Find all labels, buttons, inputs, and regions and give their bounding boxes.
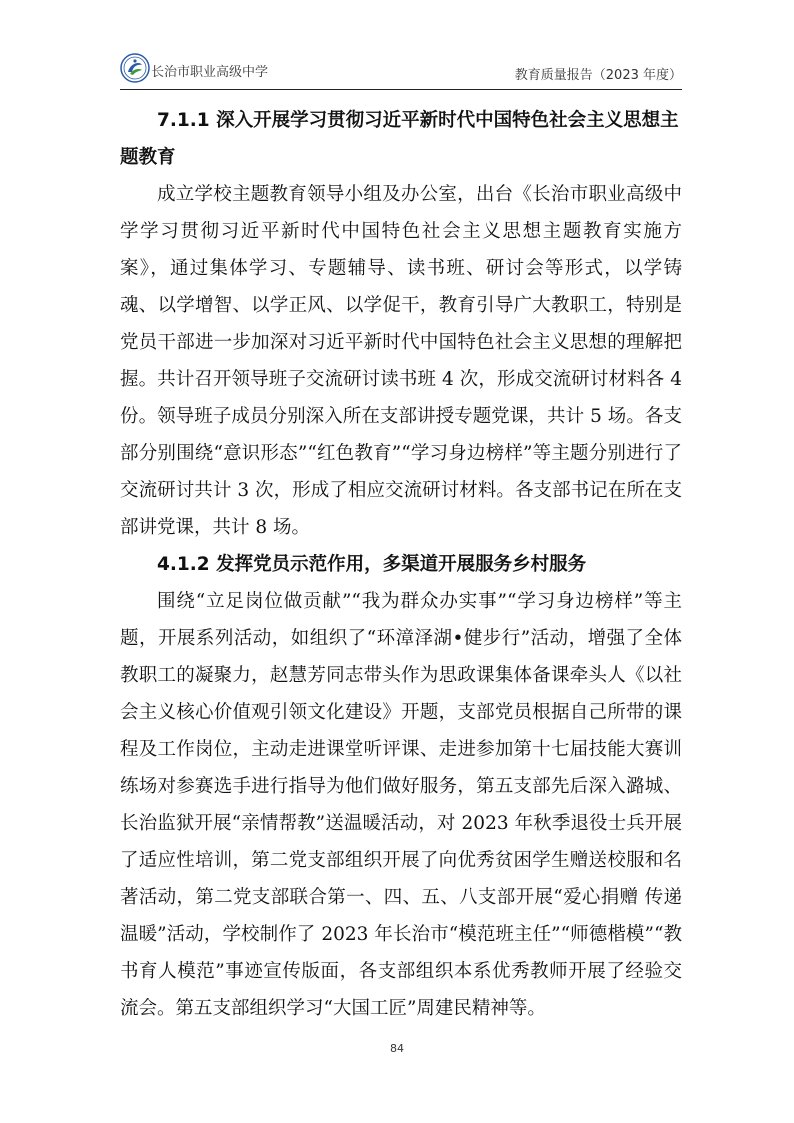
section-body-7-1-1: 成立学校主题教育领导小组及办公室，出台《长治市职业高级中学学习贯彻习近平新时代中国特色社会主义思想主题教育实施方案》，通过集体学习、专题辅导、读书班、研讨会等形式，以学铸魂、以学增智、以学正风、以学促干，教育引导广大教职工，特别是党员干部进一步加深对习近平新时代中国特色社会主义思想的理解把握。共计召开领导班子交流研讨读书班 4 次，形成交流研讨材料各 4 份。领导班子成员分别深入所在支部讲授专题党课，共计 5 场。各支部分别围绕“意识形态”“红色教育”“学习身边榜样”等主题分别进行了交流研讨共计 3 次，形成了相应交流研讨材料。各支部书记在所在支部讲党课，共计 8 场。 bbox=[120, 184, 682, 538]
school-emblem-icon bbox=[120, 53, 150, 83]
section-heading-7-1-1: 7.1.1 深入开展学习贯彻习近平新时代中国特色社会主义思想主题教育 bbox=[120, 110, 679, 168]
section-heading-4-1-2: 4.1.2 发挥党员示范作用，多渠道开展服务乡村服务 bbox=[157, 554, 587, 575]
main-content bbox=[120, 102, 682, 1027]
page-number: 84 bbox=[390, 1042, 404, 1055]
school-name: 长治市职业高级中学 bbox=[151, 65, 269, 80]
report-title: 教育质量报告（2023 年度） bbox=[514, 68, 682, 83]
section-body-4-1-2: 围绕“立足岗位做贡献”“我为群众办实事”“学习身边榜样”等主题，开展系列活动，如组织了“环漳泽湖•健步行”活动，增强了全体教职工的凝聚力，赵慧芳同志带头作为思政课集体备课牵头人《以社会主义核心价值观引领文化建设》开题，支部党员根据自己所带的课程及工作岗位，主动走进课堂听评课、走进参加第十七届技能大赛训练场对参赛选手进行指导为他们做好服务，第五支部先后深入潞城、长治监狱开展“亲情帮教”送温暖活动，对 2023 年秋季退役士兵开展了适应性培训，第二党支部组织开展了向优秀贫困学生赠送校服和名著活动，第二党支部联合第一、四、五、八支部开展“爱心捐赠 传递温暖”活动，学校制作了 2023 年长治市“模范班主任”“师德楷模”“教书育人模范”事迹宣传版面，各支部组织本系优秀教师开展了经验交流会。第五支部组织学习“大国工匠”周建民精神等。 bbox=[120, 591, 682, 1019]
page-header bbox=[120, 50, 682, 90]
header-divider bbox=[120, 89, 682, 90]
